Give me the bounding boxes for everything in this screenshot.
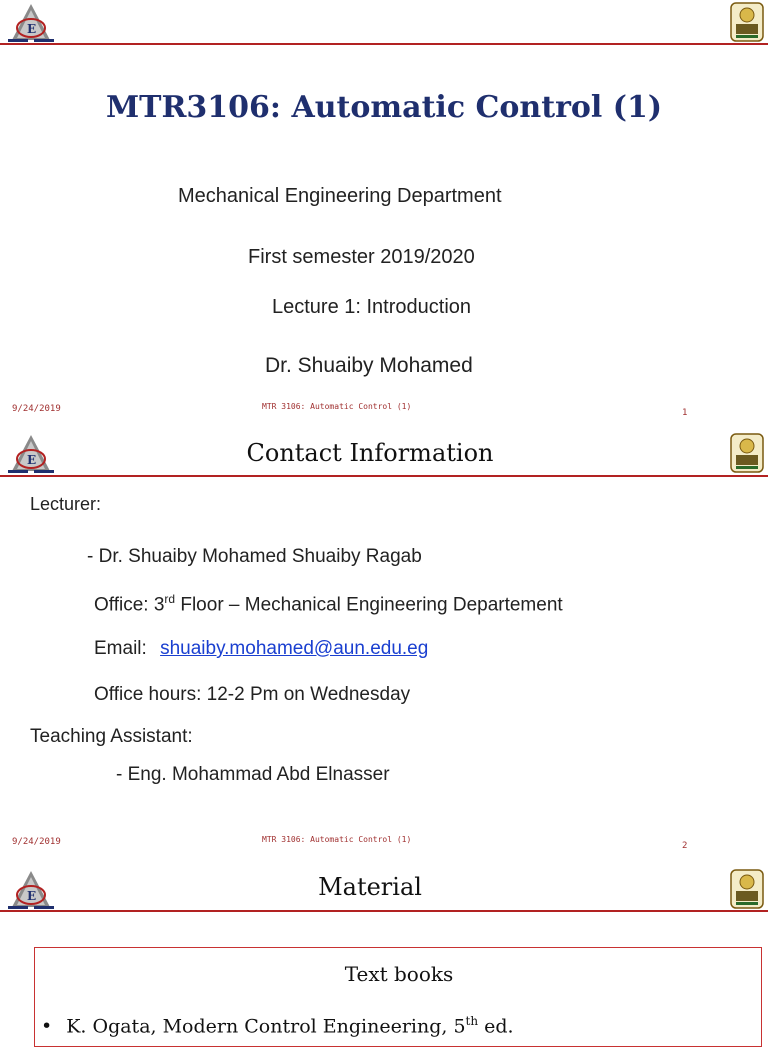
footer-date: 9/24/2019 <box>12 837 61 847</box>
bullet-icon: • <box>41 1015 53 1038</box>
header-divider <box>0 910 768 912</box>
footer-title: MTR 3106: Automatic Control (1) <box>262 835 412 844</box>
lecturer-label: Lecturer: <box>30 494 102 514</box>
svg-text:E: E <box>27 889 37 903</box>
slide-1-title <box>0 90 768 125</box>
university-seal-logo <box>730 2 764 42</box>
instructor-name: Dr. Shuaiby Mohamed <box>265 354 473 377</box>
slide-2 <box>0 427 768 863</box>
footer-date: 9/24/2019 <box>12 404 61 414</box>
department: Mechanical Engineering Department <box>178 185 502 207</box>
course-code: MTR3106 <box>105 90 270 125</box>
email-row <box>94 638 428 660</box>
page-number: 2 <box>682 841 688 851</box>
lecturer-name: - Dr. Shuaiby Mohamed Shuaiby Ragab <box>87 546 422 567</box>
slide-3 <box>0 863 768 1038</box>
svg-text:E: E <box>27 22 37 36</box>
textbooks-box <box>34 947 762 1047</box>
office-location: Office: 3rd Floor – Mechanical Engineering Departement <box>94 592 563 616</box>
semester: First semester 2019/2020 <box>248 246 475 268</box>
textbook-item: • K. Ogata, Modern Control Engineering, 5th ed. <box>41 1014 514 1038</box>
header-divider <box>0 43 768 45</box>
course-name: : Automatic Control (1) <box>269 90 663 125</box>
slide-1 <box>0 0 768 427</box>
page-number: 1 <box>682 408 688 418</box>
ta-name: - Eng. Mohammad Abd Elnasser <box>116 764 390 785</box>
faculty-engineering-logo <box>4 2 58 42</box>
header-divider <box>0 475 768 477</box>
office-hours: Office hours: 12-2 Pm on Wednesday <box>94 684 411 705</box>
textbooks-heading: Text books <box>344 962 454 986</box>
footer-title: MTR 3106: Automatic Control (1) <box>262 402 412 411</box>
email-link[interactable]: shuaiby.mohamed@aun.edu.eg <box>160 638 429 659</box>
slide-2-title: Contact Information <box>246 439 494 467</box>
ta-label: Teaching Assistant: <box>30 726 193 747</box>
lecture-title: Lecture 1: Introduction <box>272 296 472 318</box>
svg-text:E: E <box>27 453 37 467</box>
slide-3-title: Material <box>318 873 422 901</box>
email-label: Email: <box>94 638 147 659</box>
